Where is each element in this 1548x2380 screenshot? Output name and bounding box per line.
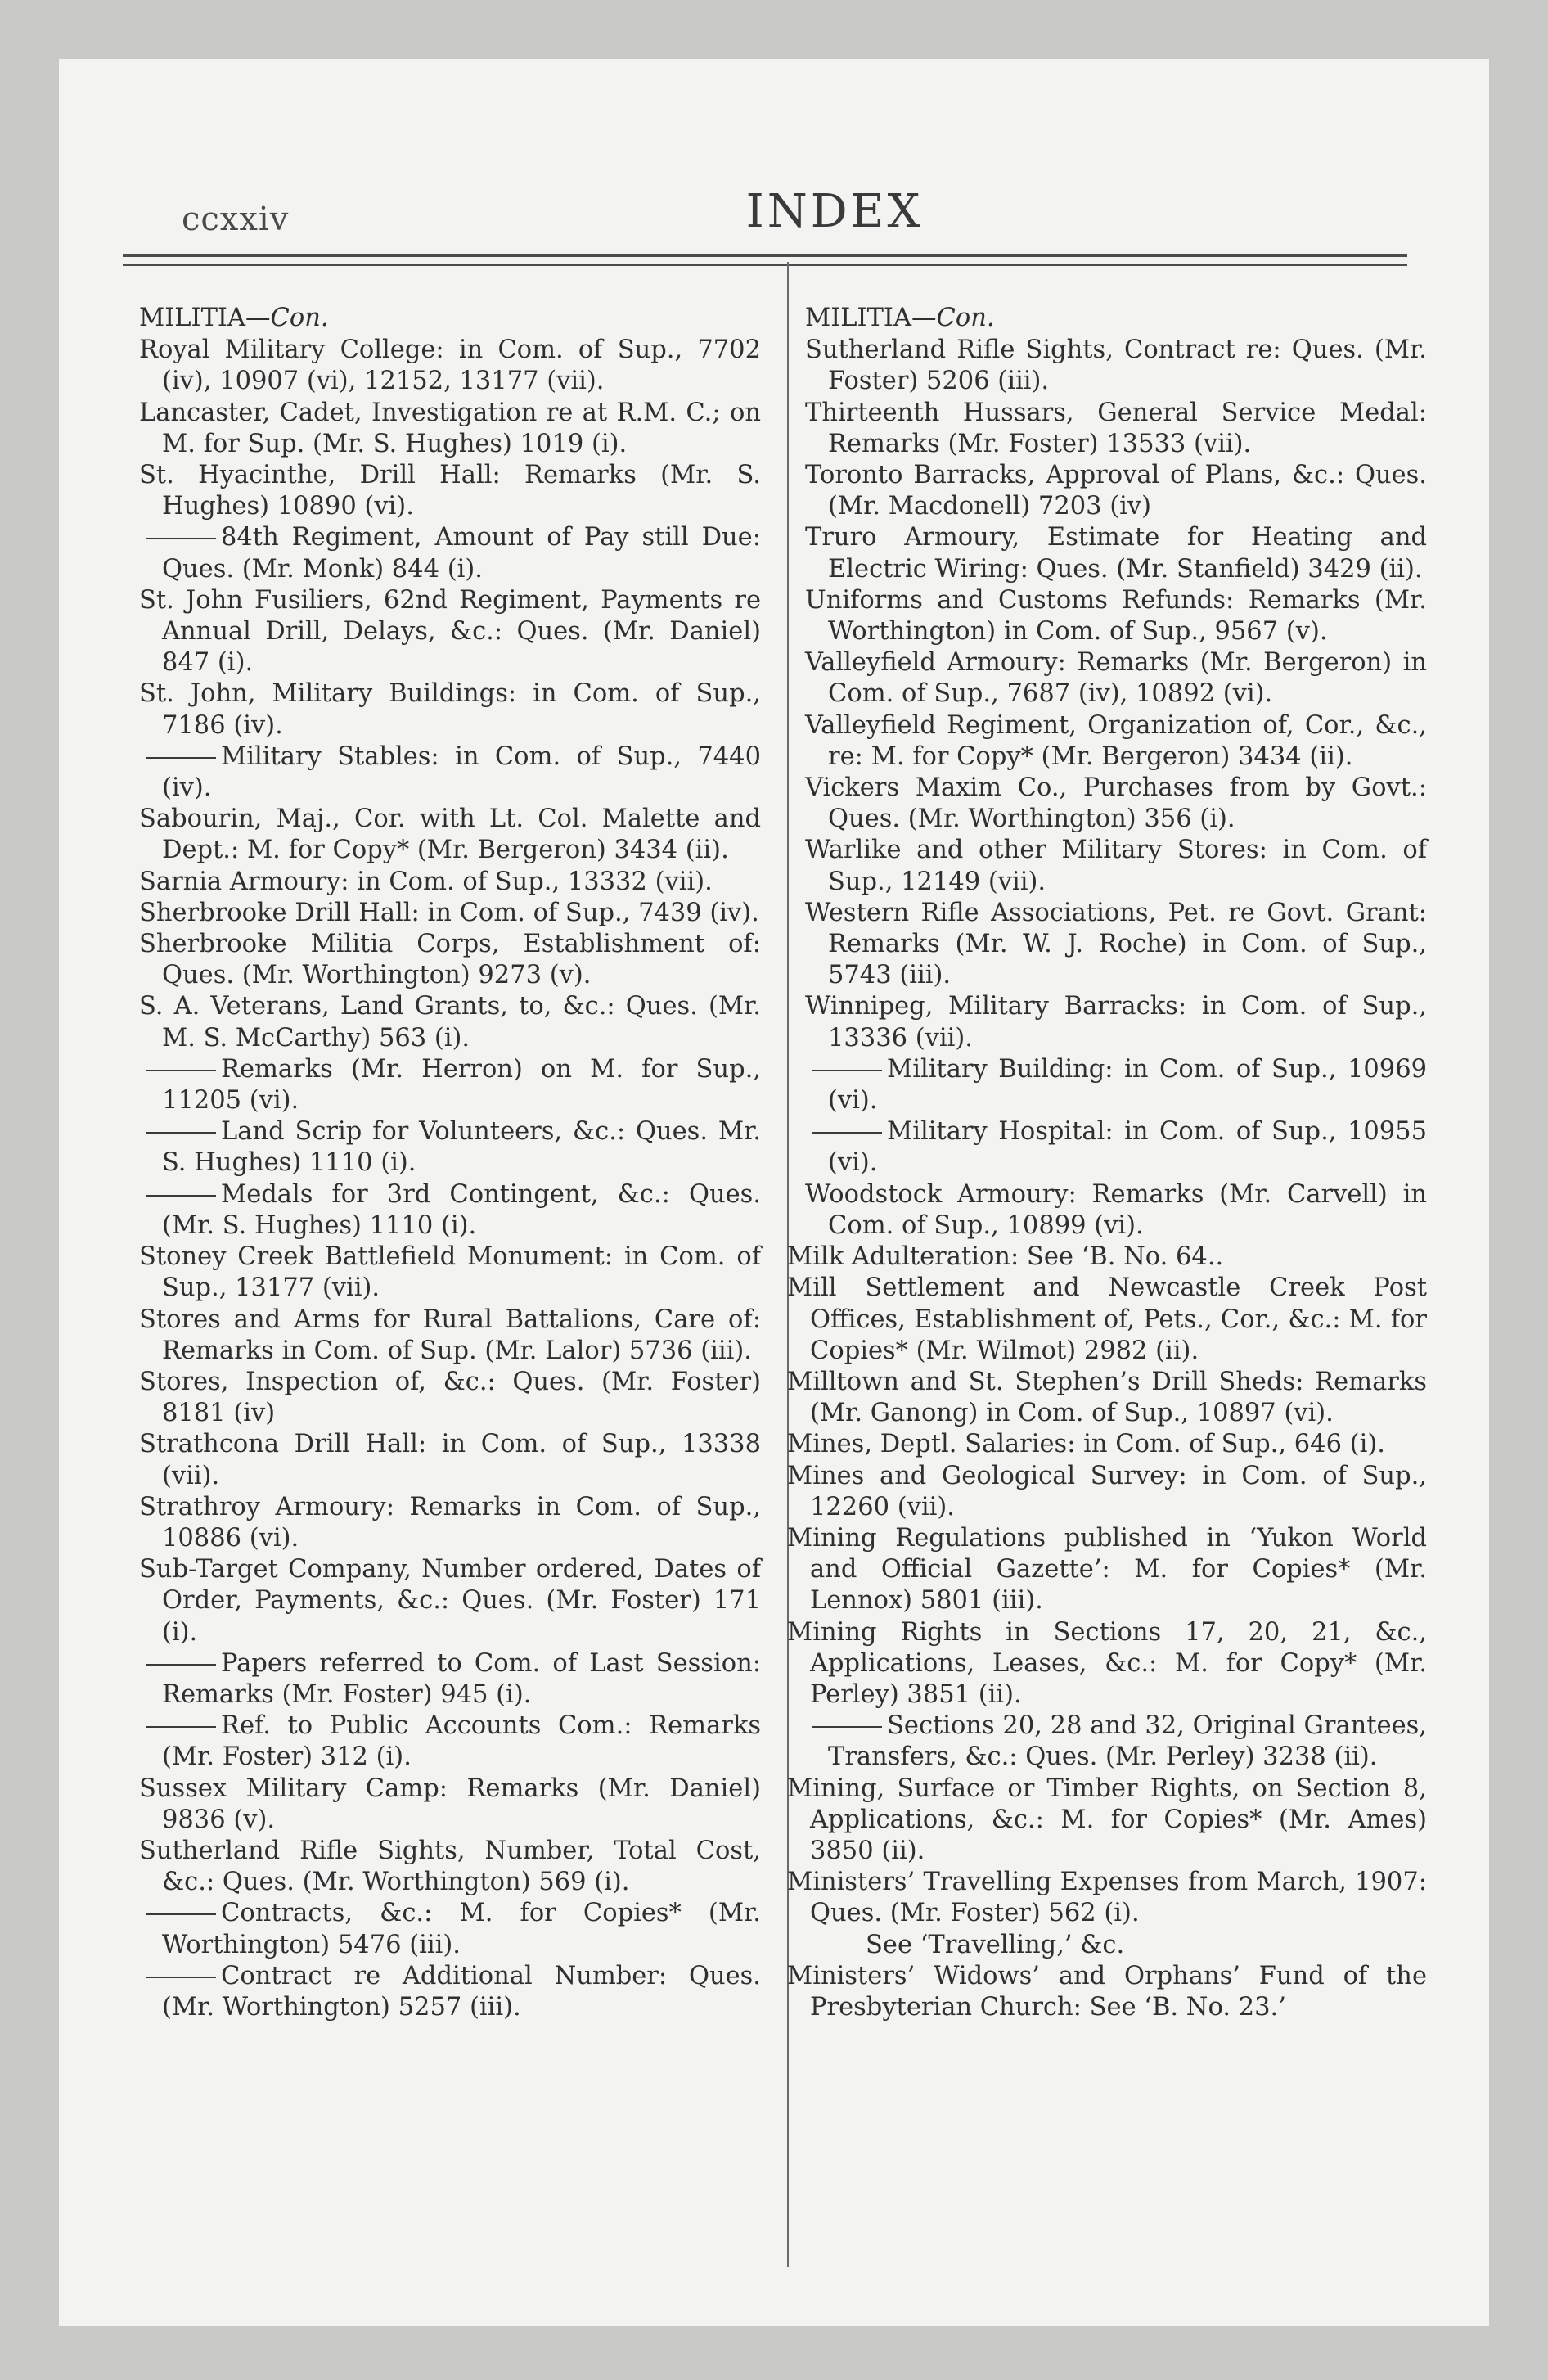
index-entry xyxy=(805,991,1427,1053)
index-subentry xyxy=(139,1116,761,1179)
index-entry xyxy=(805,898,1427,992)
entry-text: Western Rifle Associations, Pet. re Govt. Grant: Remarks (Mr. W. J. Roche) in Com. of Sup., 5743 (iii). xyxy=(805,898,1427,990)
index-entry xyxy=(139,460,761,522)
index-entry xyxy=(805,522,1427,584)
entry-text: Contract re Additional Number: Ques. (Mr. Worthington) 5257 (iii). xyxy=(162,1961,761,2022)
index-entry-top xyxy=(787,1523,1427,1617)
index-subentry xyxy=(805,1054,1427,1116)
index-entry xyxy=(139,335,761,397)
entry-text: St. John, Military Buildings: in Com. of Sup., 7186 (iv). xyxy=(139,679,761,740)
entry-text: Toronto Barracks, Approval of Plans, &c.: Ques. (Mr. Macdonell) 7203 (iv) xyxy=(805,461,1427,521)
entry-text: Mining, Surface or Timber Rights, on Section 8, Applications, &c.: M. for Copies* (Mr. Ames) 3850 (ii). xyxy=(787,1774,1427,1865)
ditto-dash xyxy=(146,1664,216,1666)
entry-text: Sarnia Armoury: in Com. of Sup., 13332 (vii). xyxy=(139,867,713,896)
ditto-dash xyxy=(146,1195,216,1197)
entry-text: Valleyfield Regiment, Organization of, Cor., &c., re: M. for Copy* (Mr. Bergeron) 3434 (ii). xyxy=(805,710,1427,771)
entry-text: Sub-Target Company, Number ordered, Dates of Order, Payments, &c.: Ques. (Mr. Foster) 171 (i). xyxy=(139,1555,761,1647)
index-entry xyxy=(139,1836,761,1898)
entry-text: Ministers’ Travelling Expenses from March, 1907: Ques. (Mr. Foster) 562 (i). xyxy=(787,1868,1427,1928)
entry-text: Stores, Inspection of, &c.: Ques. (Mr. Foster) 8181 (iv) xyxy=(139,1367,761,1428)
entry-text: Stoney Creek Battlefield Monument: in Com. of Sup., 13177 (vii). xyxy=(139,1242,761,1303)
entry-text: Stores and Arms for Rural Battalions, Care of: Remarks in Com. of Sup. (Mr. Lalor) 5736 (iii). xyxy=(139,1305,761,1365)
index-entry xyxy=(139,1242,761,1304)
ditto-dash xyxy=(146,1977,216,1978)
ditto-dash xyxy=(146,1913,216,1915)
entry-text: Milk Adulteration: See ‘B. No. 64.. xyxy=(787,1242,1224,1272)
entry-text: Milltown and St. Stephen’s Drill Sheds: Remarks (Mr. Ganong) in Com. of Sup., 10897 (vi). xyxy=(787,1367,1427,1428)
index-subentry xyxy=(139,1054,761,1116)
index-entry xyxy=(139,804,761,866)
ditto-dash xyxy=(812,1726,882,1728)
index-entry-top xyxy=(787,1617,1427,1711)
entry-text: Royal Military College: in Com. of Sup., 7702 (iv), 10907 (vi), 12152, 13177 (vii). xyxy=(139,336,761,396)
heading-main: MILITIA xyxy=(805,304,911,332)
entry-text: Woodstock Armoury: Remarks (Mr. Carvell) in Com. of Sup., 10899 (vi). xyxy=(805,1179,1427,1240)
page-folio: ccxxiv xyxy=(182,201,290,238)
right-column xyxy=(787,303,1427,2023)
entry-text: Truro Armoury, Estimate for Heating and Electric Wiring: Ques. (Mr. Stanfield) 3429 (ii). xyxy=(805,523,1427,584)
entry-text: Mill Settlement and Newcastle Creek Post Offices, Establishment of, Pets., Cor., &c.: M. for Copies* (Mr. Wilmot) 2982 (ii). xyxy=(787,1273,1427,1365)
index-entry xyxy=(139,929,761,991)
entry-text: Sherbrooke Drill Hall: in Com. of Sup., 7439 (iv). xyxy=(139,898,759,927)
index-subentry xyxy=(139,1648,761,1711)
index-entry xyxy=(139,678,761,741)
index-entry xyxy=(139,585,761,679)
entry-text: Sussex Military Camp: Remarks (Mr. Daniel) 9836 (v). xyxy=(139,1774,761,1834)
index-entry xyxy=(139,991,761,1053)
index-entry xyxy=(139,1305,761,1367)
running-title: INDEX xyxy=(745,185,924,238)
index-entry xyxy=(805,460,1427,522)
entry-text: Military Building: in Com. of Sup., 10969 (vi). xyxy=(828,1054,1427,1116)
index-entry xyxy=(805,335,1427,397)
entry-text: Sections 20, 28 and 32, Original Grantees, Transfers, &c.: Ques. (Mr. Perley) 3238 (ii). xyxy=(828,1711,1427,1772)
header-rule-secondary xyxy=(123,264,1407,266)
ditto-dash xyxy=(146,757,216,759)
ditto-dash xyxy=(146,538,216,539)
entry-text: St. John Fusiliers, 62nd Regiment, Payments re Annual Drill, Delays, &c.: Ques. (Mr. Daniel) 847 (i). xyxy=(139,585,761,678)
index-entry-top xyxy=(787,1961,1427,2023)
index-entry-top xyxy=(787,1774,1427,1868)
entry-text: Valleyfield Armoury: Remarks (Mr. Bergeron) in Com. of Sup., 7687 (iv), 10892 (vi). xyxy=(805,648,1427,709)
entry-text: Sherbrooke Militia Corps, Establishment of: Ques. (Mr. Worthington) 9273 (v). xyxy=(139,930,761,990)
index-subentry xyxy=(139,1898,761,1960)
index-entry xyxy=(139,1554,761,1648)
entry-text: Strathcona Drill Hall: in Com. of Sup., 13338 (vii). xyxy=(139,1430,761,1490)
entry-text: S. A. Veterans, Land Grants, to, &c.: Ques. (Mr. M. S. McCarthy) 563 (i). xyxy=(139,992,761,1053)
index-entry-top xyxy=(787,1273,1427,1367)
index-subentry xyxy=(139,741,761,804)
ditto-dash xyxy=(146,1726,216,1728)
entry-text: Ref. to Public Accounts Com.: Remarks (Mr. Foster) 312 (i). xyxy=(162,1711,761,1772)
index-entry xyxy=(805,835,1427,897)
entry-text: Strathroy Armoury: Remarks in Com. of Sup., 10886 (vi). xyxy=(139,1492,761,1553)
index-entry xyxy=(805,773,1427,835)
left-column xyxy=(139,303,761,2023)
ditto-dash xyxy=(812,1132,882,1134)
entry-text: Uniforms and Customs Refunds: Remarks (Mr. Worthington) in Com. of Sup., 9567 (v). xyxy=(805,585,1427,647)
index-entry xyxy=(805,585,1427,647)
index-entry xyxy=(805,398,1427,460)
entry-text: Remarks (Mr. Herron) on M. for Sup., 11205 (vi). xyxy=(162,1054,761,1116)
entry-text: Mines and Geological Survey: in Com. of Sup., 12260 (vii). xyxy=(787,1461,1427,1521)
entry-text: Medals for 3rd Contingent, &c.: Ques. (Mr. S. Hughes) 1110 (i). xyxy=(162,1179,761,1240)
index-entry-top xyxy=(787,1461,1427,1523)
heading-main: MILITIA xyxy=(139,304,245,332)
entry-text: 84th Regiment, Amount of Pay still Due: Ques. (Mr. Monk) 844 (i). xyxy=(162,523,761,584)
entry-text: Military Stables: in Com. of Sup., 7440 (iv). xyxy=(162,741,761,803)
entry-text: Mining Rights in Sections 17, 20, 21, &c., Applications, Leases, &c.: M. for Copy* (Mr. Perley) 3851 (ii). xyxy=(787,1617,1427,1709)
entry-text: Sutherland Rifle Sights, Number, Total Cost, &c.: Ques. (Mr. Worthington) 569 (i). xyxy=(139,1836,761,1897)
index-entry xyxy=(139,1492,761,1554)
heading-continuation: Con. xyxy=(270,304,329,332)
index-entry xyxy=(139,1429,761,1491)
index-entry-top xyxy=(787,1429,1427,1460)
entry-text: Winnipeg, Military Barracks: in Com. of Sup., 13336 (vii). xyxy=(805,992,1427,1053)
entry-text: Papers referred to Com. of Last Session: Remarks (Mr. Foster) 945 (i). xyxy=(162,1648,761,1709)
entry-text: Mines, Deptl. Salaries: in Com. of Sup., 646 (i). xyxy=(787,1430,1385,1459)
index-entry xyxy=(139,1774,761,1836)
entry-text: Contracts, &c.: M. for Copies* (Mr. Worthington) 5476 (iii). xyxy=(162,1899,761,1959)
index-entry xyxy=(139,398,761,460)
index-entry xyxy=(139,898,761,929)
ditto-dash xyxy=(812,1070,882,1071)
entry-text: Military Hospital: in Com. of Sup., 10955 (vi). xyxy=(828,1117,1427,1178)
index-entry-top xyxy=(787,1867,1427,1929)
index-subentry xyxy=(139,1961,761,2023)
entry-text: Warlike and other Military Stores: in Com. of Sup., 12149 (vii). xyxy=(805,836,1427,896)
entry-text: See ‘Travelling,’ &c. xyxy=(866,1930,1125,1959)
index-entry-top xyxy=(787,1242,1427,1273)
ditto-dash xyxy=(146,1070,216,1071)
index-entry xyxy=(805,647,1427,710)
index-entry xyxy=(805,1179,1427,1242)
index-subentry xyxy=(805,1116,1427,1179)
header-rule xyxy=(123,254,1407,257)
entry-text: Vickers Maxim Co., Purchases from by Govt.: Ques. (Mr. Worthington) 356 (i). xyxy=(805,773,1427,834)
index-subentry xyxy=(805,1711,1427,1773)
entry-text: Thirteenth Hussars, General Service Medal: Remarks (Mr. Foster) 13533 (vii). xyxy=(805,398,1427,458)
index-subentry xyxy=(139,1179,761,1242)
index-entry-top xyxy=(787,1367,1427,1429)
entry-text: St. Hyacinthe, Drill Hall: Remarks (Mr. S. Hughes) 10890 (vi). xyxy=(139,461,761,521)
cross-reference xyxy=(787,1930,1427,1961)
index-subentry xyxy=(139,1711,761,1773)
index-entry xyxy=(139,867,761,898)
entry-text: Ministers’ Widows’ and Orphans’ Fund of the Presbyterian Church: See ‘B. No. 23.’ xyxy=(787,1961,1427,2022)
entry-text: Mining Regulations published in ‘Yukon World and Official Gazette’: M. for Copies* (Mr. Lennox) 5801 (iii). xyxy=(787,1523,1427,1616)
entry-text: Sabourin, Maj., Cor. with Lt. Col. Malette and Dept.: M. for Copy* (Mr. Bergeron) 3434 (ii). xyxy=(139,805,761,865)
index-entry xyxy=(805,710,1427,773)
entry-text: Sutherland Rifle Sights, Contract re: Ques. (Mr. Foster) 5206 (iii). xyxy=(805,336,1427,396)
entry-text: Land Scrip for Volunteers, &c.: Ques. Mr. S. Hughes) 1110 (i). xyxy=(162,1117,761,1178)
entry-text: Lancaster, Cadet, Investigation re at R.M. C.; on M. for Sup. (Mr. S. Hughes) 1019 (i). xyxy=(139,398,761,458)
index-subentry xyxy=(139,522,761,584)
left-column-heading: MILITIA—Con. xyxy=(139,304,329,332)
ditto-dash xyxy=(146,1132,216,1134)
heading-continuation: Con. xyxy=(936,304,995,332)
index-entry xyxy=(139,1367,761,1429)
right-column-heading: MILITIA—Con. xyxy=(805,304,995,332)
